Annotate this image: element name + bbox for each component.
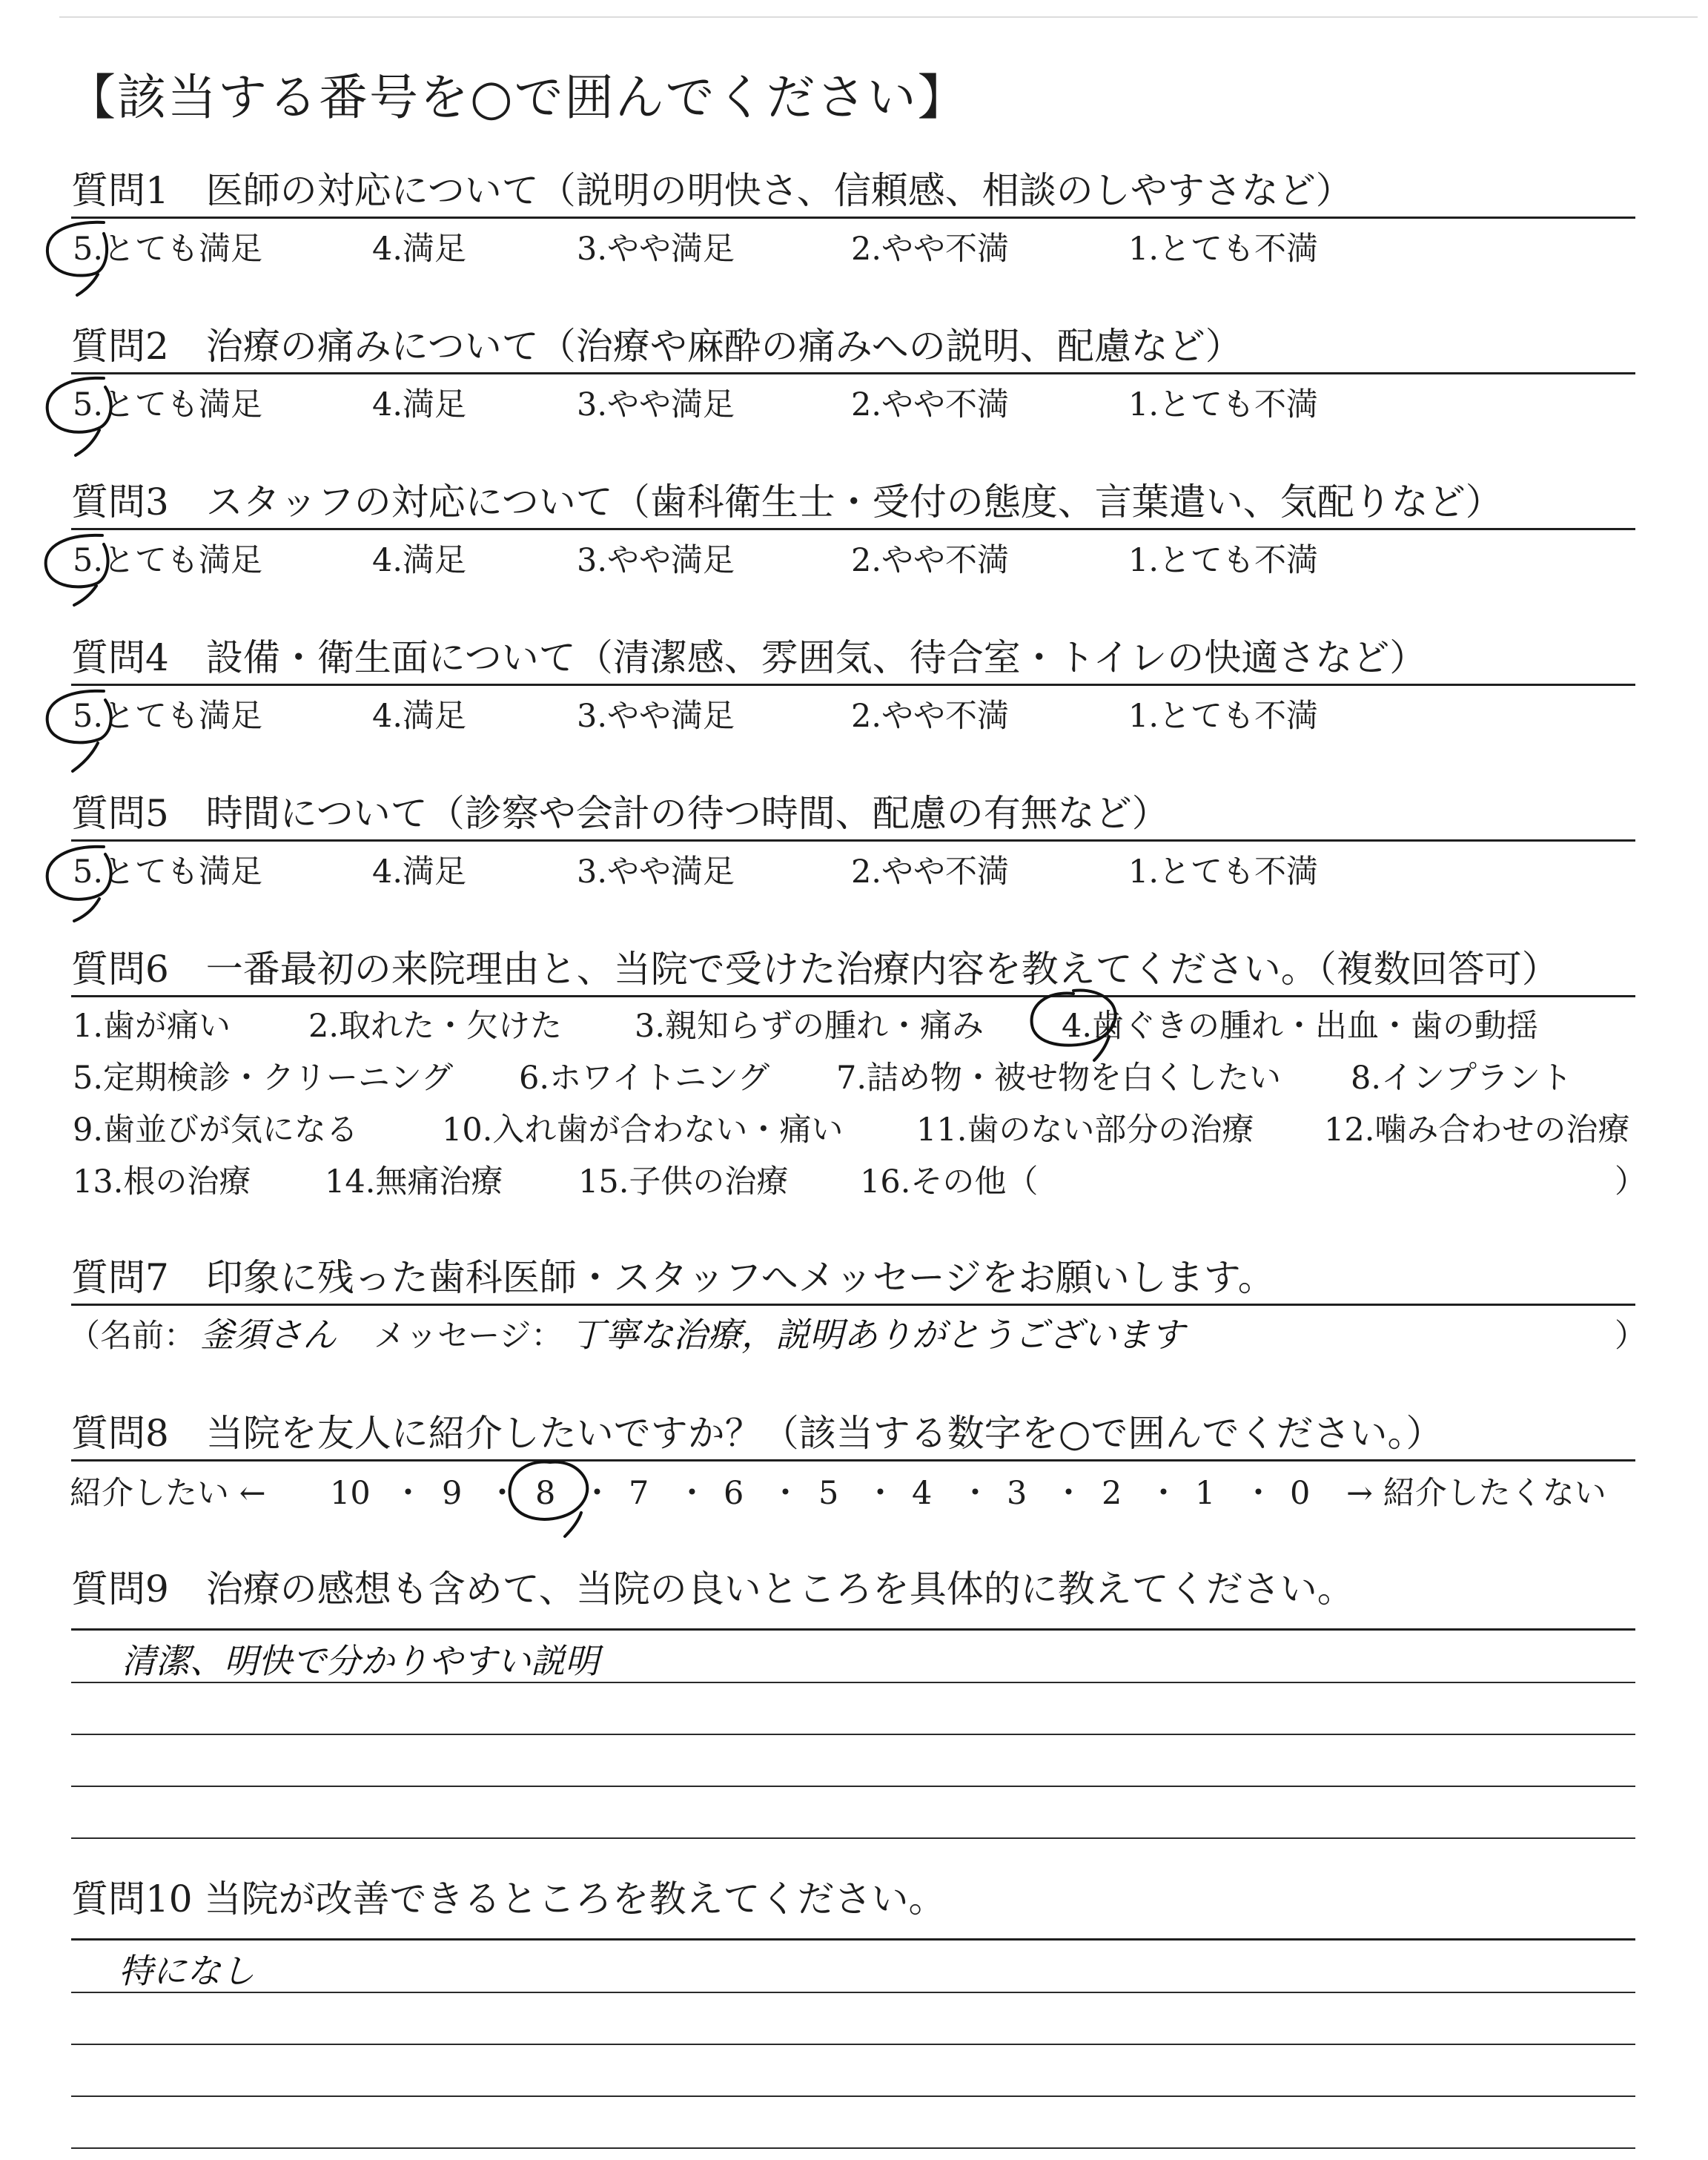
answer-line	[71, 1734, 1635, 1735]
question-title: 質問7 印象に残った歯科医師・スタッフへメッセージをお願いします。	[71, 1256, 1275, 1299]
scale-dot: ・	[1053, 1475, 1085, 1512]
question-title: 質問9 治療の感想も含めて、当院の良いところを具体的に教えてください。	[71, 1568, 1354, 1611]
scale-2[interactable]: 2	[1102, 1475, 1122, 1512]
answer-line	[71, 2147, 1635, 2149]
q6-option-6[interactable]: 6.ホワイトニング	[519, 1060, 770, 1097]
answer-line	[71, 2095, 1635, 2097]
scale-9[interactable]: 9	[442, 1475, 463, 1512]
scan-top-edge	[59, 16, 1698, 18]
answer-line	[71, 1786, 1635, 1787]
scale-7[interactable]: 7	[629, 1475, 649, 1512]
scale-3[interactable]: 3	[1007, 1475, 1027, 1512]
option-1[interactable]: 1.とても不満	[1128, 386, 1319, 423]
question-title: 質問2 治療の痛みについて（治療や麻酔の痛みへの説明、配慮など）	[71, 325, 1242, 368]
option-2[interactable]: 2.やや不満	[851, 853, 1010, 891]
option-4[interactable]: 4.満足	[372, 231, 467, 268]
option-3[interactable]: 3.やや満足	[577, 231, 735, 268]
option-2[interactable]: 2.やや不満	[851, 231, 1010, 268]
option-2[interactable]: 2.やや不満	[851, 386, 1010, 423]
scale-dot: ・	[581, 1475, 613, 1512]
scale-1[interactable]: 1	[1195, 1475, 1216, 1512]
answer-line	[71, 1628, 1635, 1631]
option-5[interactable]: 5.とても満足	[73, 231, 263, 268]
scale-0[interactable]: 0	[1290, 1475, 1311, 1512]
option-1[interactable]: 1.とても不満	[1128, 231, 1319, 268]
option-2[interactable]: 2.やや不満	[851, 542, 1010, 579]
option-1[interactable]: 1.とても不満	[1128, 698, 1319, 735]
option-3[interactable]: 3.やや満足	[577, 853, 735, 891]
q6-option-12[interactable]: 12.噛み合わせの治療	[1324, 1112, 1630, 1149]
scale-dot: ・	[486, 1475, 518, 1512]
q6-option-3[interactable]: 3.親知らずの腫れ・痛み	[635, 1008, 984, 1045]
option-4[interactable]: 4.満足	[372, 853, 467, 891]
scale-10[interactable]: 10	[330, 1475, 371, 1512]
title-underline	[71, 372, 1635, 374]
option-5[interactable]: 5.とても満足	[73, 542, 263, 579]
question-title: 質問3 スタッフの対応について（歯科衛生士・受付の態度、言葉遣い、気配りなど）	[71, 480, 1503, 524]
scale-4[interactable]: 4	[912, 1475, 933, 1512]
scale-dot: ・	[1242, 1475, 1274, 1512]
answer-line	[71, 1682, 1635, 1683]
question-title: 質問1 医師の対応について（説明の明快さ、信頼感、相談のしやすさなど）	[71, 169, 1353, 212]
option-4[interactable]: 4.満足	[372, 542, 467, 579]
title-underline	[71, 217, 1635, 219]
answer-line	[71, 1992, 1635, 1993]
q6-option-14[interactable]: 14.無痛治療	[325, 1163, 503, 1200]
title-underline	[71, 528, 1635, 530]
scale-dot: ・	[864, 1475, 896, 1512]
name-label: （名前：	[68, 1318, 196, 1355]
option-5[interactable]: 5.とても満足	[73, 386, 263, 423]
scale-right-label: → 紹介したくない	[1346, 1475, 1606, 1512]
message-field[interactable]: 丁寧な治療，説明ありがとうございます	[571, 1315, 1185, 1355]
answer-line	[71, 1837, 1635, 1839]
q6-option-15[interactable]: 15.子供の治療	[578, 1163, 789, 1200]
title-underline	[71, 839, 1635, 842]
scale-6[interactable]: 6	[724, 1475, 744, 1512]
question-title: 質問10 当院が改善できるところを教えてください。	[71, 1877, 946, 1920]
scale-dot: ・	[1148, 1475, 1179, 1512]
option-4[interactable]: 4.満足	[372, 698, 467, 735]
scale-dot: ・	[769, 1475, 801, 1512]
option-3[interactable]: 3.やや満足	[577, 698, 735, 735]
q6-option-10[interactable]: 10.入れ歯が合わない・痛い	[442, 1112, 844, 1149]
option-1[interactable]: 1.とても不満	[1128, 542, 1319, 579]
title-underline	[71, 684, 1635, 686]
q6-option-5[interactable]: 5.定期検診・クリーニング	[73, 1060, 454, 1097]
answer-text[interactable]: 清潔、明快で分かりやすい説明	[122, 1641, 599, 1681]
scale-left-label: 紹介したい ←	[70, 1475, 266, 1512]
question-title: 質問4 設備・衛生面について（清潔感、雰囲気、待合室・トイレの快適さなど）	[71, 636, 1427, 679]
answer-line	[71, 2044, 1635, 2045]
answer-line	[71, 1938, 1635, 1941]
title-underline	[71, 995, 1635, 997]
form-header: 【該当する番号を○で囲んでください】	[67, 69, 968, 126]
option-3[interactable]: 3.やや満足	[577, 386, 735, 423]
title-underline	[71, 1304, 1635, 1306]
q6-option-16[interactable]: 16.その他（	[860, 1163, 1039, 1200]
q6-option-7[interactable]: 7.詰め物・被せ物を白くしたい	[836, 1060, 1282, 1097]
q6-option-9[interactable]: 9.歯並びが気になる	[73, 1112, 359, 1149]
q6-option-8[interactable]: 8.インプラント	[1351, 1060, 1573, 1097]
option-5[interactable]: 5.とても満足	[73, 853, 263, 891]
q6-option-4[interactable]: 4.歯ぐきの腫れ・出血・歯の動揺	[1062, 1008, 1539, 1045]
q6-option-11[interactable]: 11.歯のない部分の治療	[916, 1112, 1254, 1149]
question-title: 質問5 時間について（診察や会計の待つ時間、配慮の有無など）	[71, 792, 1169, 835]
option-1[interactable]: 1.とても不満	[1128, 853, 1319, 891]
option-5[interactable]: 5.とても満足	[73, 698, 263, 735]
question-title: 質問8 当院を友人に紹介したいですか？（該当する数字を○で囲んでください。）	[71, 1412, 1443, 1455]
option-3[interactable]: 3.やや満足	[577, 542, 735, 579]
q6-option-13[interactable]: 13.根の治療	[73, 1163, 251, 1200]
scale-5[interactable]: 5	[818, 1475, 839, 1512]
name-field[interactable]: 釜須さん	[200, 1315, 337, 1355]
scale-dot: ・	[392, 1475, 424, 1512]
message-label: メッセージ：	[374, 1318, 563, 1355]
option-2[interactable]: 2.やや不満	[851, 698, 1010, 735]
scale-dot: ・	[676, 1475, 708, 1512]
q6-option-2[interactable]: 2.取れた・欠けた	[308, 1008, 563, 1045]
q6-option-1[interactable]: 1.歯が痛い	[73, 1008, 231, 1045]
close-paren: ）	[1615, 1163, 1646, 1200]
scale-dot: ・	[959, 1475, 991, 1512]
scale-8[interactable]: 8	[535, 1475, 556, 1512]
close-paren: ）	[1615, 1318, 1646, 1355]
title-underline	[71, 1459, 1635, 1462]
option-4[interactable]: 4.満足	[372, 386, 467, 423]
question-title: 質問6 一番最初の来院理由と、当院で受けた治療内容を教えてください。（複数回答可）	[71, 948, 1559, 991]
answer-text[interactable]: 特になし	[119, 1951, 255, 1991]
